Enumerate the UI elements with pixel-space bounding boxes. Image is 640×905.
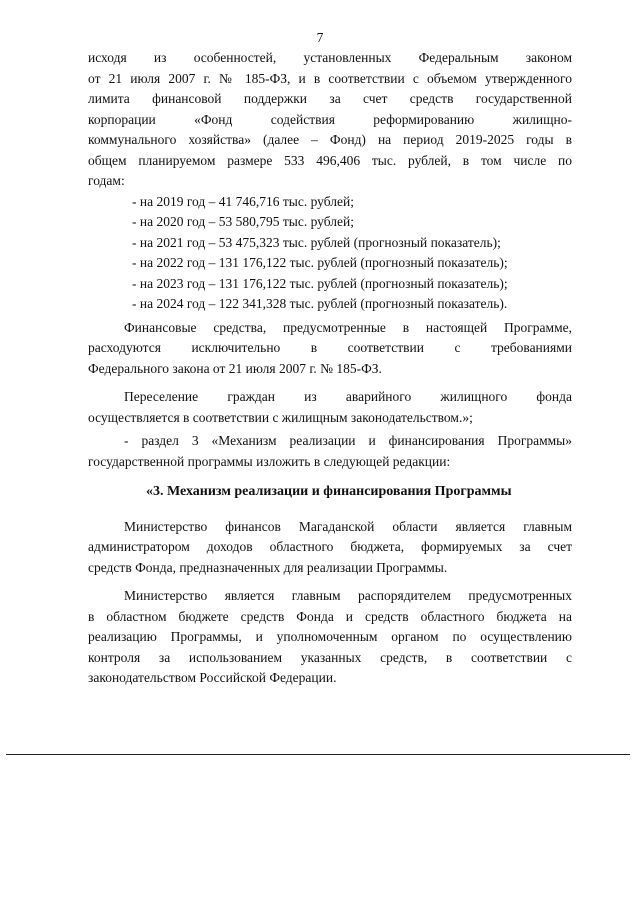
text-line: администратором доходов областного бюджета, формируемых за счет <box>88 539 572 554</box>
resettlement-paragraph <box>88 387 572 428</box>
text-line: - раздел 3 «Механизм реализации и финансирования Программы» <box>124 433 572 448</box>
text-line: годам: <box>88 173 125 188</box>
list-item: - на 2021 год – 53 475,323 тыс. рублей (прогнозный показатель); <box>132 234 501 250</box>
list-item: - на 2020 год – 53 580,795 тыс. рублей; <box>132 214 354 229</box>
section3-intro-paragraph <box>88 431 572 472</box>
text-line: в областном бюджете средств Фонда и средств областного бюджета на <box>88 608 572 624</box>
ministry-distributor-paragraph <box>88 586 572 689</box>
text-line: Министерство является главным распорядителем предусмотренных <box>124 588 572 603</box>
text-line: расходуются исключительно в соответствии с требованиями <box>88 340 572 355</box>
list-item: - на 2022 год – 131 176,122 тыс. рублей (прогнозный показатель); <box>132 255 508 270</box>
text-line: общем планируемом размере 533 496,406 тыс. рублей, в том числе по <box>88 152 572 168</box>
text-line: исходя из особенностей, установленных Федеральным законом <box>88 50 572 65</box>
text-line: осуществляется в соответствии с жилищным законодательством.»; <box>88 409 473 425</box>
text-line: лимита финансовой поддержки за счет средств государственной <box>88 91 572 106</box>
text-line: средств Фонда, предназначенных для реализации Программы. <box>88 559 448 575</box>
text-line: Министерство финансов Магаданской области является главным <box>124 518 572 534</box>
text-line: Финансовые средства, предусмотренные в настоящей Программе, <box>124 319 572 335</box>
section-heading: «3. Механизм реализации и финансирования Программы <box>146 484 512 499</box>
text-line: законодательством Российской Федерации. <box>88 670 337 685</box>
document-body <box>88 48 572 689</box>
text-line: Переселение граждан из аварийного жилищного фонда <box>124 389 572 404</box>
text-line: реализацию Программы, и уполномоченным органом по осуществлению <box>88 629 572 644</box>
text-line: от 21 июля 2007 г. № 185-ФЗ, и в соответствии с объемом утвержденного <box>88 70 572 86</box>
ministry-finance-paragraph <box>88 517 572 579</box>
page-number: 7 <box>316 30 324 45</box>
intro-paragraph <box>88 48 572 192</box>
text-line: Федерального закона от 21 июля 2007 г. № 185-ФЗ. <box>88 360 382 376</box>
list-item: - на 2019 год – 41 746,716 тыс. рублей; <box>132 193 354 209</box>
horizontal-divider <box>6 754 630 755</box>
text-line: корпорации «Фонд содействия реформированию жилищно- <box>88 111 572 127</box>
list-item: - на 2023 год – 131 176,122 тыс. рублей (прогнозный показатель); <box>132 275 508 291</box>
financial-paragraph <box>88 318 572 380</box>
text-line: государственной программы изложить в следующей редакции: <box>88 453 451 469</box>
list-item: - на 2024 год – 122 341,328 тыс. рублей (прогнозный показатель). <box>132 296 508 311</box>
text-line: коммунального хозяйства» (далее – Фонд) на период 2019-2025 годы в <box>88 132 572 147</box>
text-line: контроля за использованием указанных средств, в соответствии с <box>88 649 572 665</box>
yearly-amounts-list <box>88 192 572 315</box>
